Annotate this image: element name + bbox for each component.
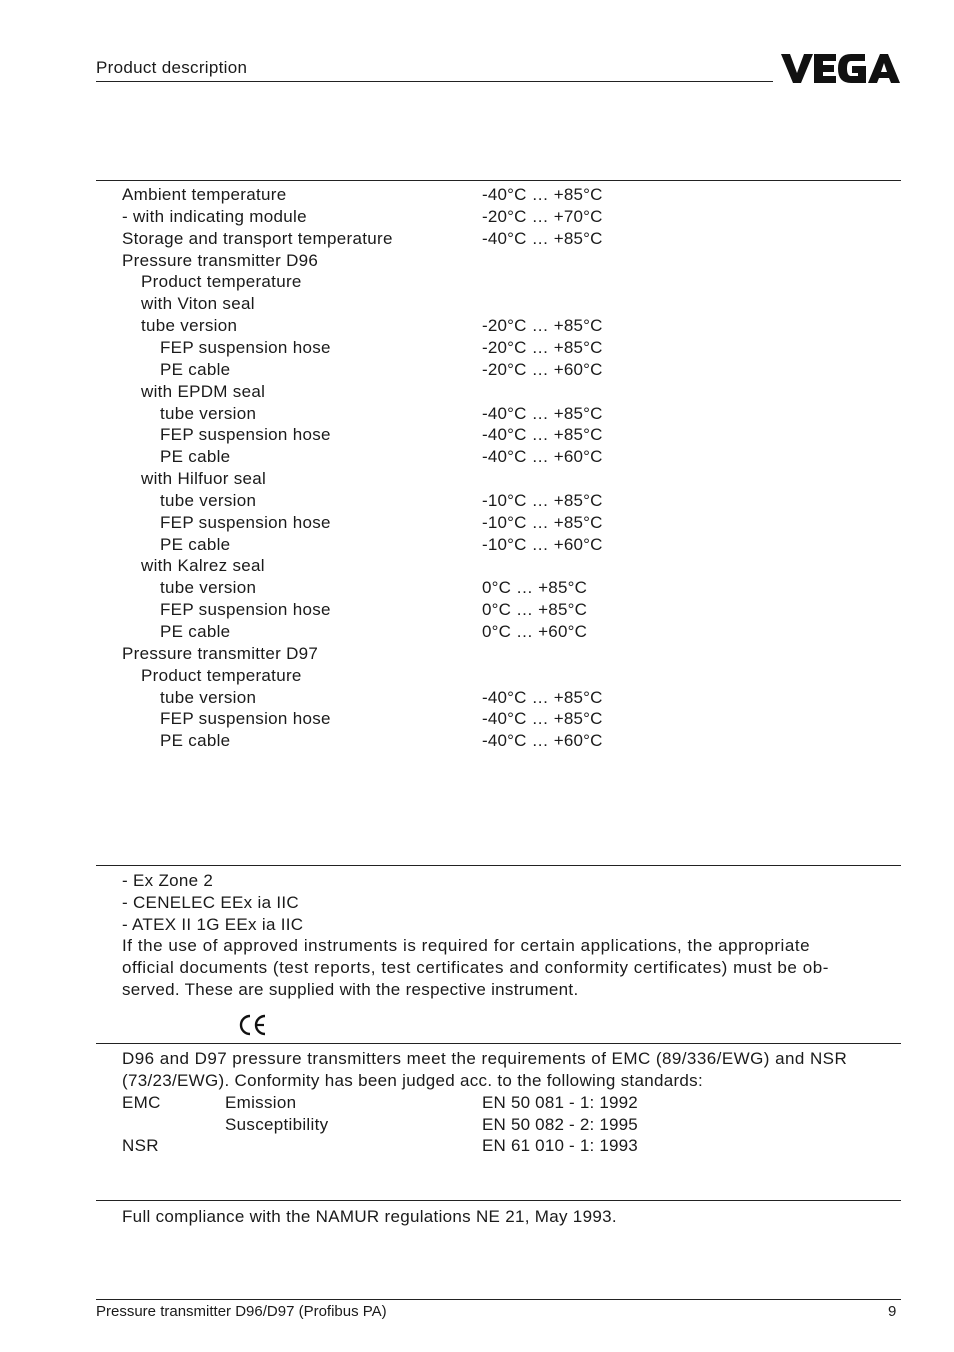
section-rule-ce [96,1043,901,1044]
temperature-label: PE cable [160,535,231,554]
ce-intro [122,1048,902,1092]
approvals-note-line: served. These are supplied with the respective instrument. [122,980,579,999]
standard-group: NSR [122,1136,159,1155]
temperature-value: -40°C … +85°C [482,185,603,204]
standard-norm: EN 50 082 - 2: 1995 [482,1115,638,1134]
temperature-label: Product temperature [141,666,302,685]
approvals-note-line: If the use of approved instruments is required for certain applications, the appropriate [122,936,811,955]
temperature-value: -40°C … +60°C [482,731,603,750]
temperature-value: -40°C … +85°C [482,688,603,707]
section-title: Product description [96,58,248,77]
temperature-value: -40°C … +85°C [482,709,603,728]
temperature-value: 0°C … +60°C [482,622,588,641]
standard-group: EMC [122,1093,161,1112]
temperature-value: -40°C … +85°C [482,425,603,444]
temperature-label: Pressure transmitter D97 [122,644,319,663]
temperature-value: -20°C … +85°C [482,316,603,335]
temperature-label: with Kalrez seal [141,556,265,575]
temperature-value: 0°C … +85°C [482,600,588,619]
temperature-value: -10°C … +60°C [482,535,603,554]
section-rule-approvals [96,865,901,866]
temperature-value: -20°C … +85°C [482,338,603,357]
approval-item: - CENELEC EEx ia IIC [122,893,299,912]
temperature-label: FEP suspension hose [160,338,331,357]
approvals-note-line: official documents (test reports, test certificates and conformity certificates) must be ob- [122,958,829,977]
temperature-label: Storage and transport temperature [122,229,393,248]
temperature-label: - with indicating module [122,207,307,226]
temperature-value: -20°C … +70°C [482,207,603,226]
temperature-label: tube version [141,316,238,335]
approvals-note [122,935,902,1001]
section-rule-temperatures [96,180,901,181]
section-rule-namur [96,1200,901,1201]
temperature-label: Product temperature [141,272,302,291]
footer-rule [96,1299,901,1300]
ce-intro-line: D96 and D97 pressure transmitters meet the requirements of EMC (89/336/EWG) and NSR [122,1049,848,1068]
temperature-value: -10°C … +85°C [482,513,603,532]
temperature-value: -40°C … +85°C [482,404,603,423]
temperature-value: -10°C … +85°C [482,491,603,510]
temperature-label: Ambient temperature [122,185,287,204]
vega-logo [781,52,901,89]
temperature-value: 0°C … +85°C [482,578,588,597]
header-rule [96,81,773,82]
temperature-label: tube version [160,688,257,707]
temperature-value: -40°C … +60°C [482,447,603,466]
temperature-label: FEP suspension hose [160,600,331,619]
temperature-value: -40°C … +85°C [482,229,603,248]
temperature-label: PE cable [160,360,231,379]
temperature-label: PE cable [160,622,231,641]
temperature-label: with Viton seal [141,294,255,313]
temperature-label: with Hilfuor seal [141,469,267,488]
temperature-label: PE cable [160,731,231,750]
temperature-label: FEP suspension hose [160,513,331,532]
standard-type: Susceptibility [225,1115,329,1134]
standard-norm: EN 61 010 - 1: 1993 [482,1136,638,1155]
footer-doc-title: Pressure transmitter D96/D97 (Profibus PA) [96,1303,387,1320]
temperature-label: PE cable [160,447,231,466]
temperature-label: Pressure transmitter D96 [122,251,319,270]
temperature-label: FEP suspension hose [160,425,331,444]
temperature-label: tube version [160,491,257,510]
ce-intro-line: (73/23/EWG). Conformity has been judged acc. to the following standards: [122,1071,704,1090]
namur-text: Full compliance with the NAMUR regulations NE 21, May 1993. [122,1207,617,1226]
temperature-label: with EPDM seal [141,382,266,401]
standard-type: Emission [225,1093,297,1112]
temperature-value: -20°C … +60°C [482,360,603,379]
temperature-label: tube version [160,404,257,423]
standard-norm: EN 50 081 - 1: 1992 [482,1093,638,1112]
approval-item: - Ex Zone 2 [122,871,214,890]
temperature-label: FEP suspension hose [160,709,331,728]
approval-item: - ATEX II 1G EEx ia IIC [122,915,304,934]
page-number: 9 [888,1303,897,1320]
ce-mark-icon [238,1014,268,1041]
temperature-label: tube version [160,578,257,597]
